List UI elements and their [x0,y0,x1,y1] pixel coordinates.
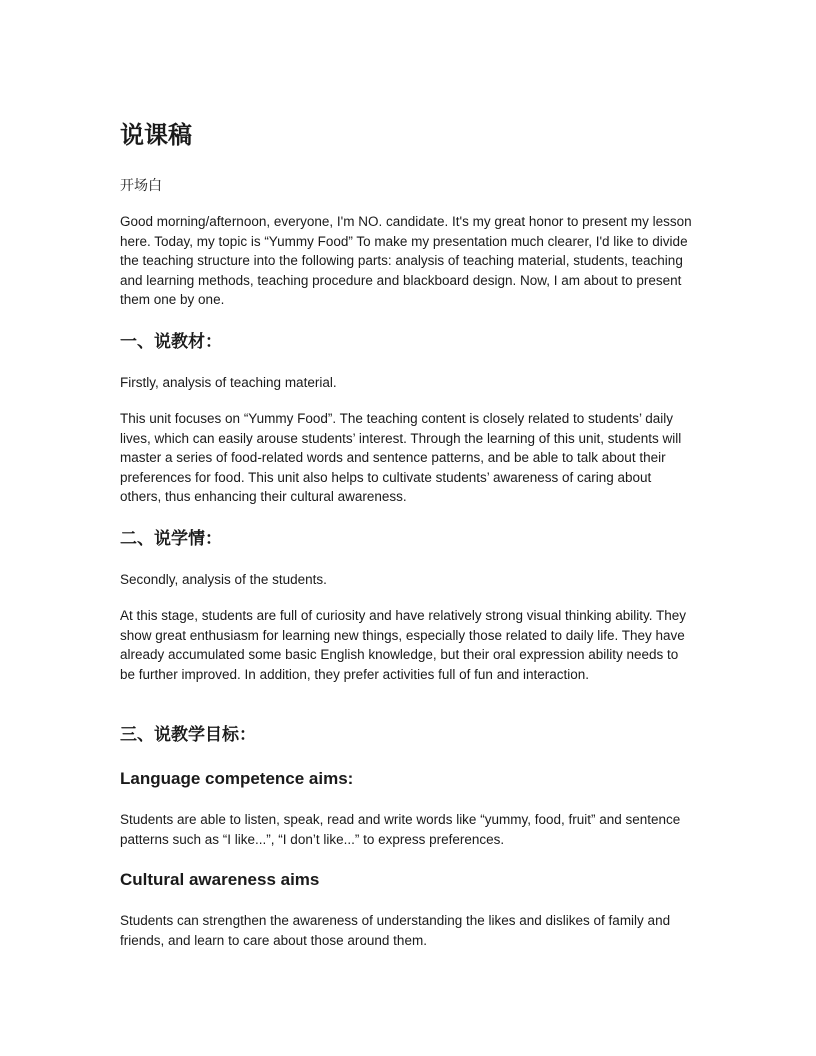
section2-body: At this stage, students are full of curiosity and have relatively strong visual thinking ability. They show great enthusiasm for learning new things, especially those related to daily life. They have already accumulated some basic English knowledge, but their oral expression ability needs to be further improved. In addition, they prefer activities full of fun and interaction. [120,608,687,682]
section2-lead: Secondly, analysis of the students. [120,572,327,587]
section1-heading: 一、说教材： [120,332,222,351]
cultural-aims-body: Students can strengthen the awareness of understanding the likes and dislikes of family and friends, and learn to care about those around them. [120,913,671,948]
cultural-aims-heading: Cultural awareness aims [120,870,320,889]
document-title: 说课稿 [120,122,192,149]
intro-paragraph: Good morning/afternoon, everyone, I'm NO. candidate. It's my great honor to present my lesson here. Today, my topic is “Yummy Food” To make my presentation much clearer, I'd like to divide the teaching structure into the following parts: analysis of teaching material, students, teaching and learning methods, teaching procedure and blackboard design. Now, I am about to present them one by one. [120,214,692,307]
section3-heading: 三、说教学目标： [120,725,256,744]
language-aims-body: Students are able to listen, speak, read and write words like “yummy, food, fruit” and sentence patterns such as “I like...”, “I don’t like...” to express preferences. [120,812,681,847]
section1-body: This unit focuses on “Yummy Food”. The teaching content is closely related to students’ daily lives, which can easily arouse students’ interest. Through the learning of this unit, students will master a series of food-related words and sentence patterns, and be able to talk about their preferences for food. This unit also helps to cultivate students’ awareness of caring about others, thus enhancing their cultural awareness. [120,411,682,504]
section2-heading: 二、说学情： [120,529,222,548]
opening-label: 开场白 [120,177,162,193]
section1-lead: Firstly, analysis of teaching material. [120,375,337,390]
language-aims-heading: Language competence aims: [120,769,354,788]
